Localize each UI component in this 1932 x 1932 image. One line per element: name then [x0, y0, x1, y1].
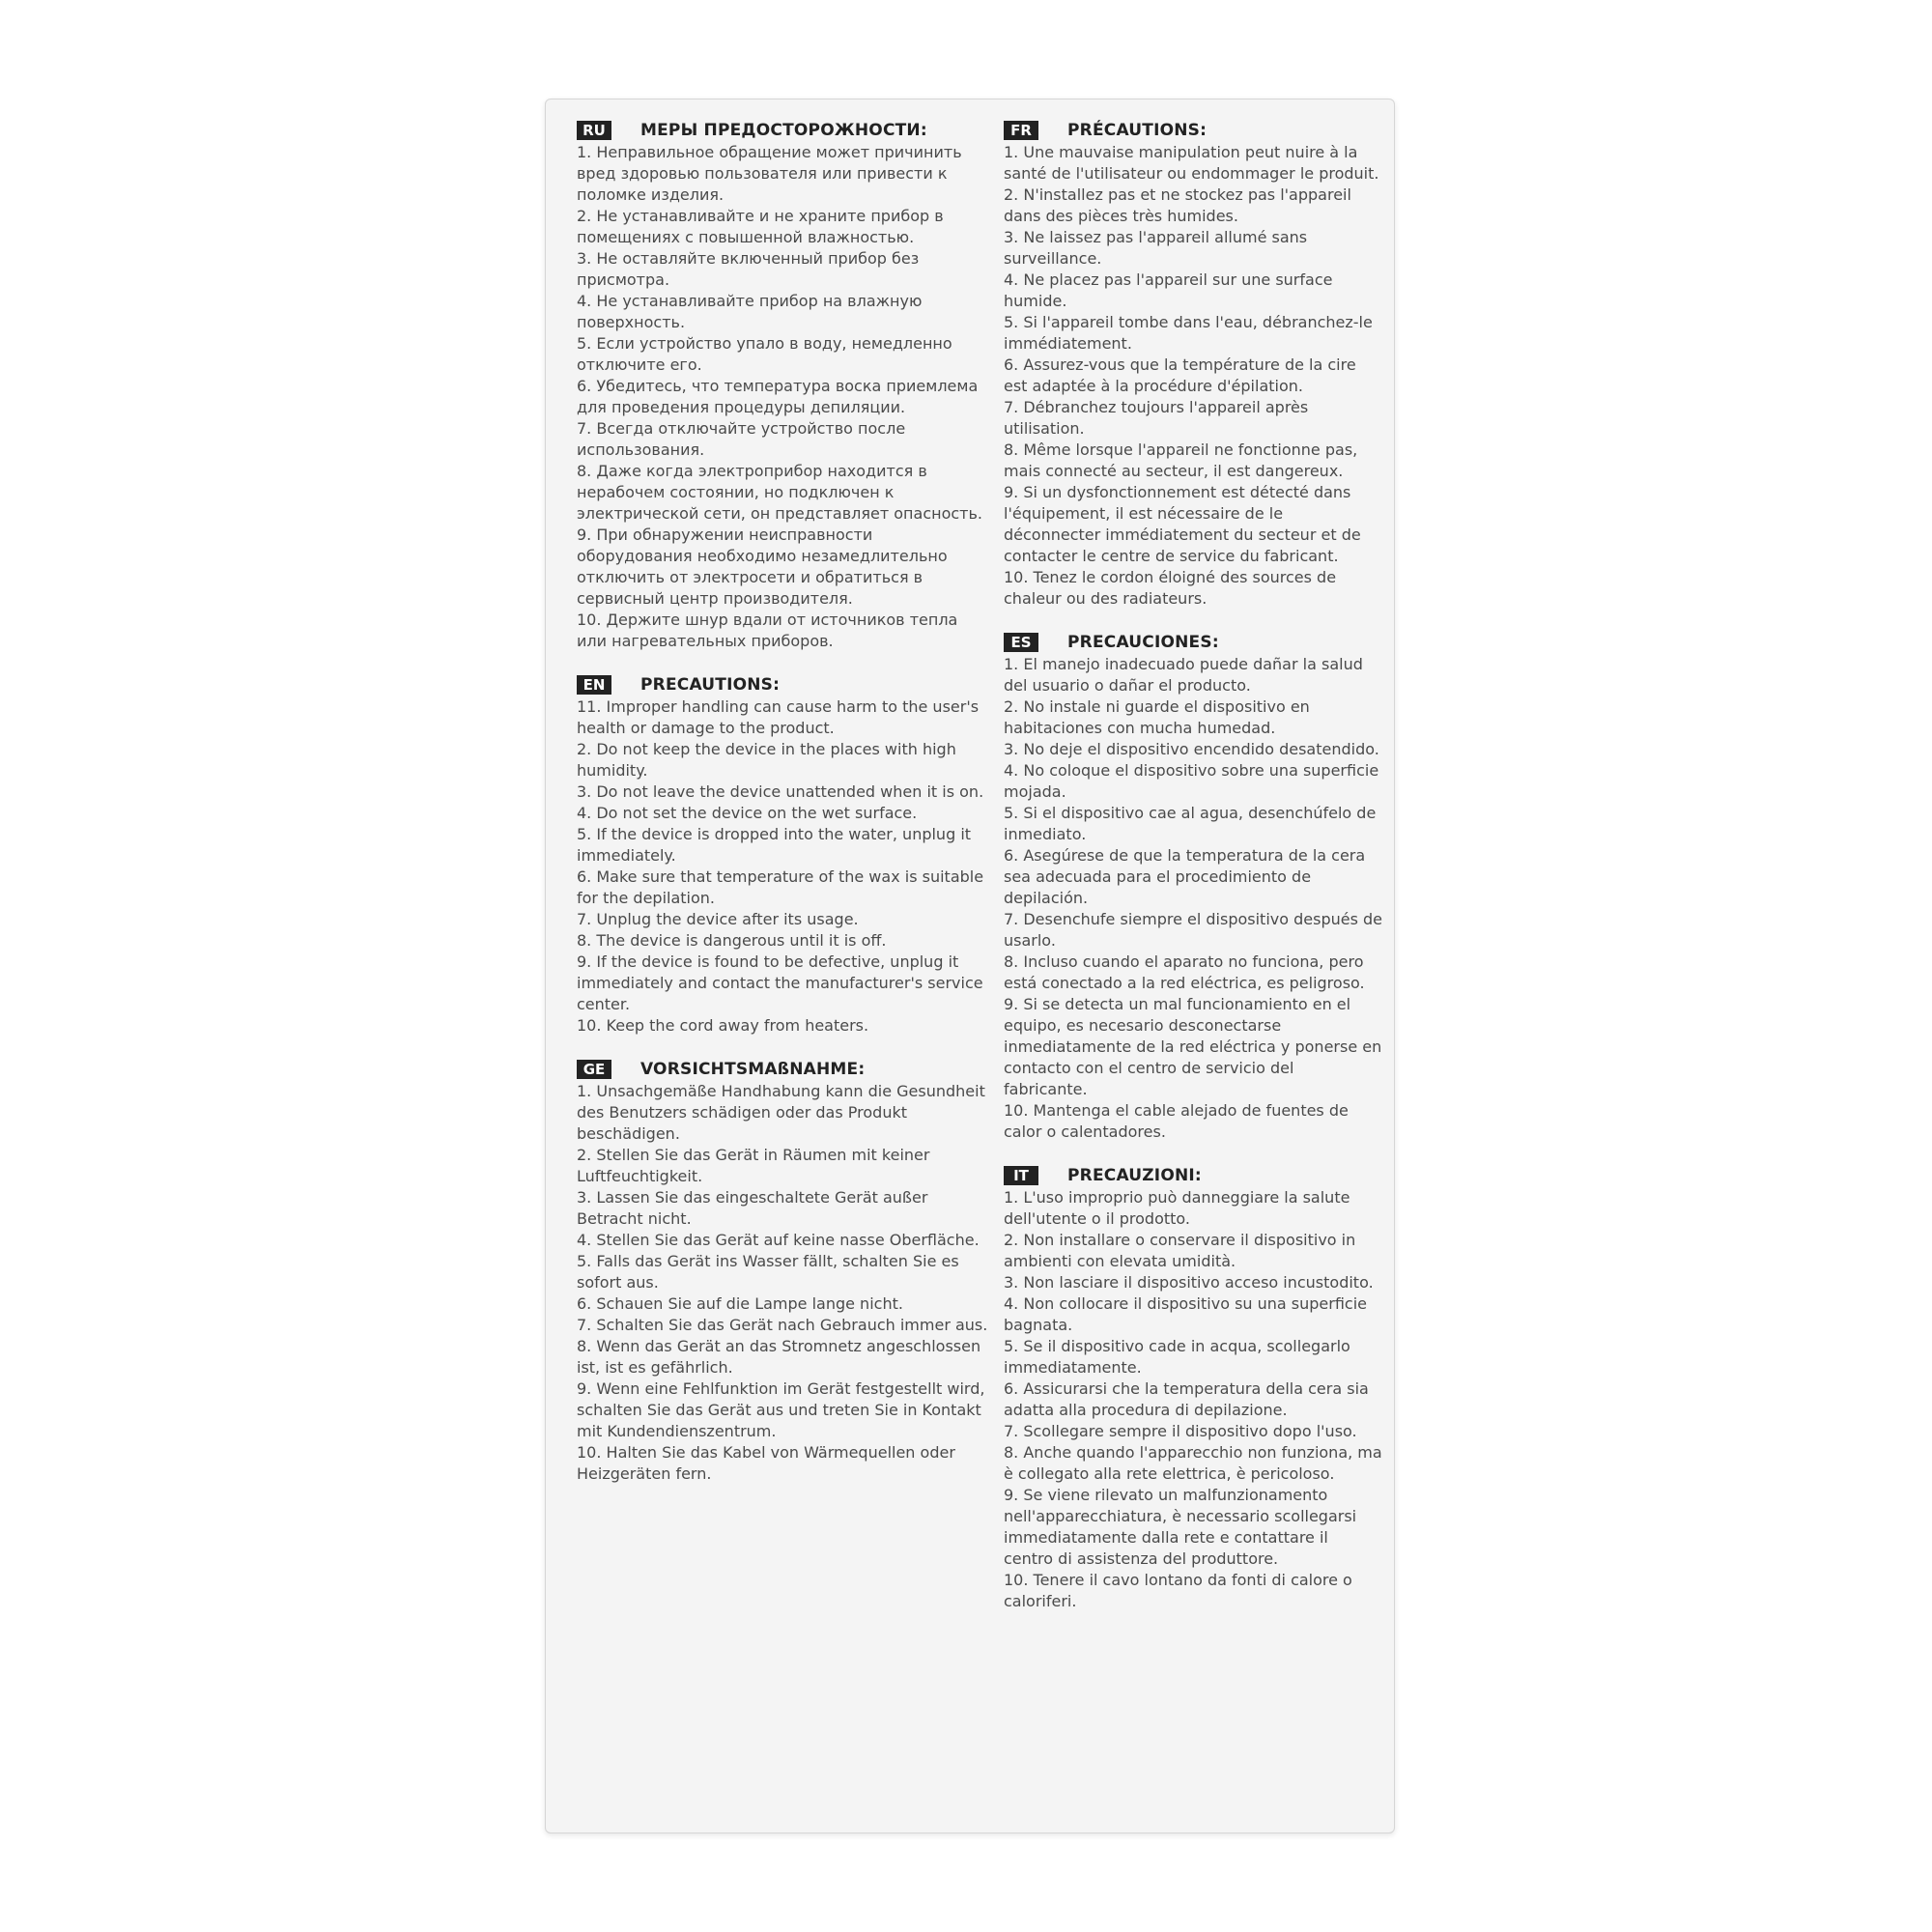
list-item: 5. Se il dispositivo cade in acqua, scollegarlo immediatamente. [1004, 1337, 1350, 1377]
list-item: 2. N'installez pas et ne stockez pas l'appareil dans des pièces très humides. [1004, 185, 1351, 225]
list-item: 7. Débranchez toujours l'appareil après utilisation. [1004, 398, 1309, 438]
list-item: 3. Lassen Sie das eingeschaltete Gerät außer Betracht nicht. [577, 1188, 928, 1228]
list-item: 7. Schalten Sie das Gerät nach Gebrauch immer aus. [577, 1316, 988, 1334]
precautions-list [1004, 654, 1382, 1143]
list-item: 9. Si un dysfonctionnement est détecté dans l'équipement, il est nécessaire de le déconnecter immédiatement du secteur et de contacter le centre de service du fabricant. [1004, 483, 1361, 565]
list-item: 9. If the device is found to be defective, unplug it immediately and contact the manufacturer's service center. [577, 952, 983, 1013]
list-item: 7. Unplug the device after its usage. [577, 910, 859, 928]
list-item: 8. Даже когда электроприбор находится в нерабочем состоянии, но подключен к электрической сети, он представляет опасность. [577, 462, 982, 523]
section-it [1004, 1164, 1382, 1612]
precautions-list [577, 1081, 992, 1485]
section-header [577, 673, 992, 696]
list-item: 2. Do not keep the device in the places with high humidity. [577, 740, 956, 780]
section-es [1004, 631, 1382, 1143]
list-item: 5. Si el dispositivo cae al agua, desenchúfelo de inmediato. [1004, 804, 1377, 843]
section-header [1004, 1164, 1382, 1187]
language-badge: RU [577, 121, 611, 140]
precautions-list [577, 142, 992, 652]
list-item: 8. The device is dangerous until it is off. [577, 931, 887, 950]
list-item: 1. Une mauvaise manipulation peut nuire à la santé de l'utilisateur ou endommager le produit. [1004, 143, 1379, 183]
section-header [1004, 631, 1382, 654]
list-item: 10. Mantenga el cable alejado de fuentes de calor o calentadores. [1004, 1101, 1349, 1141]
list-item: 9. При обнаружении неисправности оборудования необходимо незамедлительно отключить от электросети и обратиться в сервисный центр производителя. [577, 526, 948, 608]
list-item: 9. Si se detecta un mal funcionamiento en el equipo, es necesario desconectarse inmediatamente de la red eléctrica y ponerse en contacto con el centro de servicio del fabricante. [1004, 995, 1382, 1098]
section-fr [1004, 119, 1382, 610]
list-item: 10. Keep the cord away from heaters. [577, 1016, 869, 1035]
list-item: 4. Stellen Sie das Gerät auf keine nasse Oberfläche. [577, 1231, 980, 1249]
list-item: 1. L'uso improprio può danneggiare la salute dell'utente o il prodotto. [1004, 1188, 1350, 1228]
list-item: 2. Non installare o conservare il dispositivo in ambienti con elevata umidità. [1004, 1231, 1356, 1270]
section-title: PRÉCAUTIONS: [1067, 121, 1208, 140]
list-item: 1. El manejo inadecuado puede dañar la salud del usuario o dañar el producto. [1004, 655, 1363, 695]
list-item: 10. Держите шнур вдали от источников тепла или нагревательных приборов. [577, 611, 958, 650]
list-item: 7. Desenchufe siempre el dispositivo después de usarlo. [1004, 910, 1382, 950]
section-ru [577, 119, 992, 652]
list-item: 4. No coloque el dispositivo sobre una superficie mojada. [1004, 761, 1379, 801]
list-item: 10. Tenere il cavo lontano da fonti di calore o caloriferi. [1004, 1571, 1352, 1610]
list-item: 4. Не устанавливайте прибор на влажную поверхность. [577, 292, 923, 331]
list-item: 1. Неправильное обращение может причинить вред здоровью пользователя или привести к поломке изделия. [577, 143, 962, 204]
list-item: 6. Убедитесь, что температура воска приемлема для проведения процедуры депиляции. [577, 377, 979, 416]
list-item: 5. Если устройство упало в воду, немедленно отключите его. [577, 334, 952, 374]
list-item: 6. Make sure that temperature of the wax is suitable for the depilation. [577, 867, 984, 907]
language-badge: ES [1004, 633, 1038, 652]
section-header [577, 1058, 992, 1081]
list-item: 8. Même lorsque l'appareil ne fonctionne pas, mais connecté au secteur, il est dangereux. [1004, 440, 1358, 480]
right-column [1004, 119, 1382, 1634]
list-item: 8. Incluso cuando el aparato no funciona, pero está conectado a la red eléctrica, es peligroso. [1004, 952, 1365, 992]
list-item: 9. Se viene rilevato un malfunzionamento nell'apparecchiatura, è necessario scollegarsi immediatamente dalla rete e contattare il centro di assistenza del produttore. [1004, 1486, 1357, 1568]
language-badge: FR [1004, 121, 1038, 140]
left-column [577, 119, 992, 1506]
list-item: 4. Do not set the device on the wet surface. [577, 804, 918, 822]
list-item: 4. Ne placez pas l'appareil sur une surface humide. [1004, 270, 1333, 310]
list-item: 5. Si l'appareil tombe dans l'eau, débranchez-le immédiatement. [1004, 313, 1373, 353]
language-badge: EN [577, 675, 611, 695]
precautions-list [577, 696, 992, 1037]
section-en [577, 673, 992, 1037]
section-title: PRECAUZIONI: [1067, 1166, 1202, 1185]
list-item: 2. No instale ni guarde el dispositivo en habitaciones con mucha humedad. [1004, 697, 1310, 737]
precautions-list [1004, 1187, 1382, 1612]
list-item: 3. Non lasciare il dispositivo acceso incustodito. [1004, 1273, 1374, 1292]
section-header [577, 119, 992, 142]
list-item: 5. Falls das Gerät ins Wasser fällt, schalten Sie es sofort aus. [577, 1252, 959, 1292]
list-item: 8. Wenn das Gerät an das Stromnetz angeschlossen ist, ist es gefährlich. [577, 1337, 981, 1377]
list-item: 7. Всегда отключайте устройство после использования. [577, 419, 906, 459]
language-badge: GE [577, 1060, 611, 1079]
list-item: 11. Improper handling can cause harm to the user's health or damage to the product. [577, 697, 980, 737]
list-item: 3. Не оставляйте включенный прибор без присмотра. [577, 249, 920, 289]
list-item: 2. Не устанавливайте и не храните прибор в помещениях с повышенной влажностью. [577, 207, 944, 246]
section-title: МЕРЫ ПРЕДОСТОРОЖНОСТИ: [640, 121, 927, 140]
list-item: 3. No deje el dispositivo encendido desatendido. [1004, 740, 1379, 758]
section-title: PRECAUTIONS: [640, 675, 781, 695]
instruction-leaflet [545, 99, 1395, 1833]
list-item: 10. Tenez le cordon éloigné des sources de chaleur ou des radiateurs. [1004, 568, 1337, 608]
list-item: 6. Assurez-vous que la température de la cire est adaptée à la procédure d'épilation. [1004, 355, 1356, 395]
list-item: 2. Stellen Sie das Gerät in Räumen mit keiner Luftfeuchtigkeit. [577, 1146, 930, 1185]
list-item: 10. Halten Sie das Kabel von Wärmequellen oder Heizgeräten fern. [577, 1443, 955, 1483]
language-badge: IT [1004, 1166, 1038, 1185]
list-item: 1. Unsachgemäße Handhabung kann die Gesundheit des Benutzers schädigen oder das Produkt beschädigen. [577, 1082, 985, 1143]
section-title: PRECAUCIONES: [1067, 633, 1219, 652]
list-item: 9. Wenn eine Fehlfunktion im Gerät festgestellt wird, schalten Sie das Gerät aus und treten Sie in Kontakt mit Kundendienszentrum. [577, 1379, 985, 1440]
list-item: 8. Anche quando l'apparecchio non funziona, ma è collegato alla rete elettrica, è pericoloso. [1004, 1443, 1382, 1483]
list-item: 6. Assicurarsi che la temperatura della cera sia adatta alla procedura di depilazione. [1004, 1379, 1369, 1419]
list-item: 3. Ne laissez pas l'appareil allumé sans surveillance. [1004, 228, 1308, 268]
section-title: VORSICHTSMAßNAHME: [640, 1060, 866, 1079]
section-header [1004, 119, 1382, 142]
list-item: 3. Do not leave the device unattended when it is on. [577, 782, 984, 801]
list-item: 5. If the device is dropped into the water, unplug it immediately. [577, 825, 972, 865]
precautions-list [1004, 142, 1382, 610]
list-item: 4. Non collocare il dispositivo su una superficie bagnata. [1004, 1294, 1368, 1334]
section-ge [577, 1058, 992, 1485]
list-item: 6. Schauen Sie auf die Lampe lange nicht. [577, 1294, 903, 1313]
list-item: 6. Asegúrese de que la temperatura de la cera sea adecuada para el procedimiento de depilación. [1004, 846, 1366, 907]
list-item: 7. Scollegare sempre il dispositivo dopo l'uso. [1004, 1422, 1357, 1440]
